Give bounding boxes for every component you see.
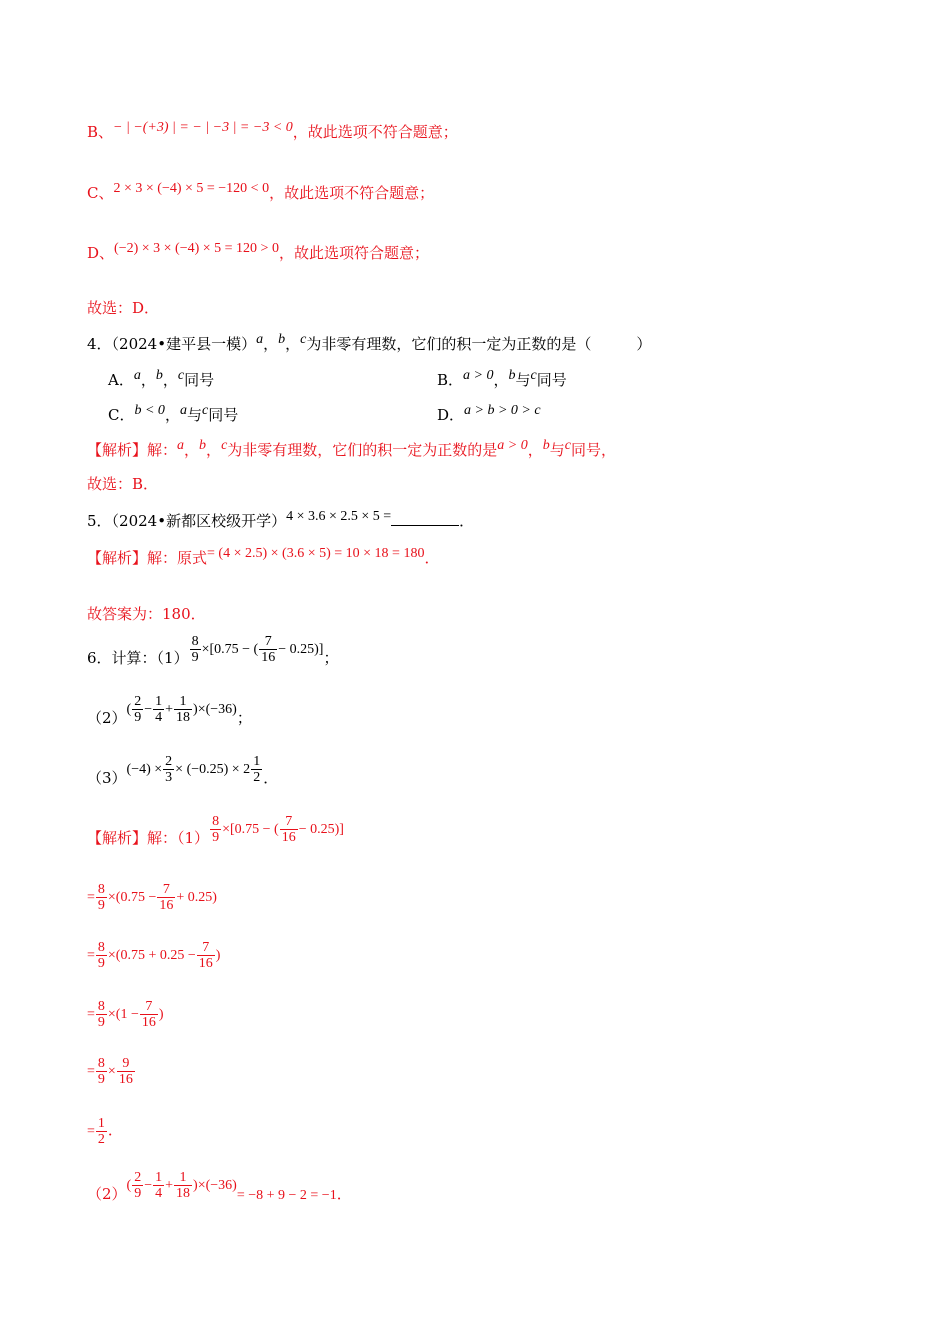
- q6-step2: = $\frac{8}{9}$ ×(0.75 + 0.25 − $\frac{7}{16}$ ): [87, 939, 221, 971]
- q6-step5: = $\frac{1}{2}$ ．: [87, 1115, 123, 1147]
- q6-part3: （3）(−4) × $\frac{2}{3}$ × (−0.25) × 2 $\frac{1}{2}$ ．: [87, 753, 279, 787]
- q6-part1: 6．计算：（1） $\frac{8}{9}$ ×[0.75 − ( $\frac{7}{16}$ − 0.25)]；: [87, 633, 339, 667]
- q3-option-c: C、2 × 3 × (−4) × 5 = −120 < 0，故此选项不符合题意；: [87, 181, 435, 202]
- q5-analysis: 【解析】解：原式= (4 × 2.5) × (3.6 × 5) = 10 × 18 = 180．: [87, 546, 440, 567]
- q4-stem: 4．（2024•建平县一模）a，b，c为非零有理数，它们的积一定为正数的是（ ）: [87, 332, 652, 353]
- q6-step4: = $\frac{8}{9}$ × $\frac{9}{16}$: [87, 1055, 133, 1087]
- q6-step3: = $\frac{8}{9}$ ×(1 − $\frac{7}{16}$ ): [87, 998, 164, 1030]
- q5-stem: 5．（2024•新都区校级开学）4 × 3.6 × 2.5 × 5 = ．: [87, 509, 475, 530]
- q4-option-c: C．b < 0，a与c同号: [108, 403, 239, 424]
- q4-option-b: B．a > 0，b与c同号: [437, 368, 567, 389]
- q3-option-b: B、− | −(+3) | = − | −3 | = −3 < 0，故此选项不符合题意；: [87, 120, 458, 141]
- q4-option-a: A．a，b，c同号: [108, 368, 215, 389]
- answer-blank: [391, 510, 459, 526]
- q5-answer: 故答案为：180．: [87, 605, 206, 623]
- q4-answer: 故选：B．: [87, 475, 159, 493]
- q4-analysis: 【解析】解：a，b，c为非零有理数，它们的积一定为正数的是a > 0，b与c同号，: [87, 438, 617, 459]
- q6-step1: = $\frac{8}{9}$ ×(0.75 − $\frac{7}{16}$ + 0.25): [87, 881, 217, 913]
- q3-option-d: D、(−2) × 3 × (−4) × 5 = 120 > 0，故此选项符合题意；: [87, 241, 429, 262]
- q6-analysis-part1: 【解析】解：（1） $\frac{8}{9}$ ×[0.75 − ( $\frac{7}{16}$ − 0.25)]: [87, 813, 344, 847]
- q3-answer: 故选：D．: [87, 299, 160, 317]
- q4-option-d: D．a > b > 0 > c: [437, 403, 541, 424]
- q6-analysis-part2: （2）( $\frac{2}{9}$ − $\frac{1}{4}$ + $\frac{1}{18}$ )×(−36)= −8 + 9 − 2 = −1．: [87, 1169, 352, 1203]
- q6-part2: （2）( $\frac{2}{9}$ − $\frac{1}{4}$ + $\frac{1}{18}$ )×(−36)；: [87, 693, 252, 727]
